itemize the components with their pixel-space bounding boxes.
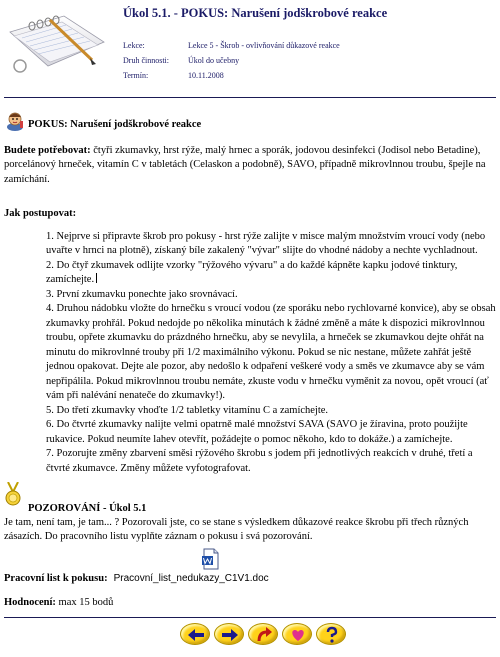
meta-label: Lekce: bbox=[123, 41, 145, 50]
return-arrow-icon bbox=[249, 624, 279, 646]
medal-icon bbox=[4, 482, 22, 508]
list-item: 4. Druhou nádobku vložte do hrnečku s vroucí vodou (ze sporáku nebo rychlovarné konvice), aby se obsah zkumavky prohřál. Pokud nedojde po několika minutách k žádné změně a máte k dispozici mikrovlnnou troubu, opřete zkumavku do prázdného hrnečku, aby se nevylila, a hrneček se zkumavkou dejte ohřát na minutu do mikrovlnné trouby při 1/2 maximálního výkonu. Pokud se nic nestane, můžete zahřát ještě jednou opakovat. Dejte ale pozor, aby nedošlo k odpaření veškeré vody a směs ve zkumavce aby se vám nepřipálila. Pokud mikrovlnnou troubu nemáte, zkuste vodu v hrnečku vyměnit za novou, opět vroucí (ať vám při nalévání nenateče do zkumavky!). bbox=[46, 303, 496, 402]
experiment-heading bbox=[4, 110, 496, 132]
list-item: 6. Do čtvrté zkumavky nalijte velmi opatrně malé množství SAVA (SAVO je žíravina, proto použijte rukavice. Pokud neumíte lahev otevřít, požádejte o pomoc někoho, kdo to dokáže.) a zamíchejte. bbox=[46, 419, 468, 445]
notebook-logo-icon bbox=[4, 8, 108, 74]
footer-divider bbox=[4, 617, 496, 618]
heart-icon bbox=[283, 624, 313, 646]
meta-row-deadline bbox=[123, 70, 340, 85]
meta-label: Termín: bbox=[123, 71, 149, 80]
favorite-button[interactable] bbox=[282, 623, 312, 645]
list-item: 7. Pozorujte změny zbarvení směsi rýžového škrobu s jodem při jednotlivých reakcích v druhé, třetí a čtvrté zkumavce. Změny můžete vyfotografovat. bbox=[46, 448, 473, 474]
procedure-label-text: Jak postupovat: bbox=[4, 208, 77, 220]
requirements-paragraph bbox=[4, 144, 496, 187]
grade-value: max 15 bodů bbox=[55, 597, 114, 608]
requirements-text: čtyři zkumavky, hrst rýže, malý hrnec a sporák, jodovou desinfekci (Jodisol nebo Betadine), porcelánový hrneček, vitamín C v tabletách (Celaskon a podobně), SAVO, případně mikrovlnnou troubu, špejle na zamíchání. bbox=[4, 145, 486, 185]
page-title: Úkol 5.1. - POKUS: Narušení jodškrobové reakce bbox=[123, 6, 388, 20]
experiment-title: POKUS: Narušení jodškrobové reakce bbox=[28, 118, 202, 130]
header-divider bbox=[4, 97, 496, 98]
back-button[interactable] bbox=[180, 623, 210, 645]
list-item: 5. Do třetí zkumavky vhoďte 1/2 tabletky vitamínu C a zamíchejte. bbox=[46, 404, 329, 416]
worksheet-file-link[interactable]: Pracovní_list_nedukazy_C1V1.doc bbox=[113, 573, 269, 584]
back-arrow-icon bbox=[181, 624, 211, 646]
lesson-meta bbox=[123, 40, 340, 85]
meta-value: 10.11.2008 bbox=[188, 71, 224, 80]
help-button[interactable] bbox=[316, 623, 346, 645]
scientist-icon bbox=[4, 110, 26, 132]
text-cursor bbox=[96, 273, 97, 283]
observation-text: Je tam, není tam, je tam... ? Pozorovali jste, co se stane s výsledkem důkazové reakce škrobu při třech různých zásazích. Do pracovního listu vyplňte záznam o pokusu i svá pozorování. bbox=[4, 517, 469, 543]
worksheet-row bbox=[4, 572, 496, 586]
procedure-label bbox=[4, 207, 496, 221]
forward-arrow-icon bbox=[215, 624, 245, 646]
experiment-section bbox=[4, 110, 496, 476]
return-button[interactable] bbox=[248, 623, 278, 645]
grade-row bbox=[4, 596, 113, 610]
navigation-bar bbox=[0, 623, 500, 647]
list-item: 3. První zkumavku ponechte jako srovnávací. bbox=[46, 288, 238, 300]
list-item: 1. Nejprve si připravte škrob pro pokusy - hrst rýže zalijte v misce malým množstvím vroucí vody (nebo uvařte v hrnci na plotně), získaný bíle zakalený "vývar" slijte do vhodné nádoby a nechte vychladnout. bbox=[46, 230, 486, 257]
meta-value: Úkol do učebny bbox=[188, 56, 240, 65]
question-mark-icon bbox=[317, 624, 347, 646]
grade-label: Hodnocení: bbox=[4, 597, 56, 608]
meta-row-activity bbox=[123, 55, 340, 70]
meta-label: Druh činnosti: bbox=[123, 56, 169, 65]
page-header bbox=[0, 0, 500, 98]
observation-heading: POZOROVÁNÍ - Úkol 5.1 bbox=[28, 503, 147, 514]
step-text: 2. Do čtyř zkumavek odlijte vzorky "rýžového vývaru" a do každé kápněte kapku jodové tinktury, zamíchejte. bbox=[46, 259, 458, 286]
requirements-label: Budete potřebovat: bbox=[4, 145, 91, 156]
list-item bbox=[44, 259, 496, 288]
meta-row-lesson bbox=[123, 40, 340, 55]
meta-value: Lekce 5 - Škrob - ovlivňování důkazové reakce bbox=[188, 41, 340, 50]
word-document-icon[interactable] bbox=[202, 548, 220, 570]
forward-button[interactable] bbox=[214, 623, 244, 645]
worksheet-label: Pracovní list k pokusu: bbox=[4, 573, 108, 584]
procedure-steps bbox=[4, 230, 496, 476]
